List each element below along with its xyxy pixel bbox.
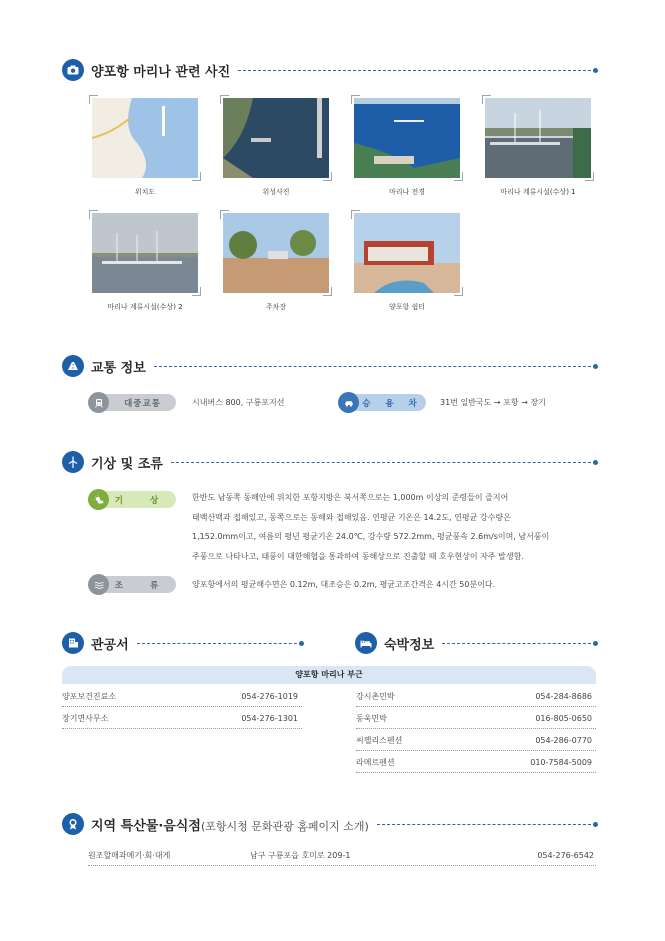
photo-caption: 마리나 계류시설(수상) 1 — [500, 188, 576, 196]
camera-icon — [62, 59, 84, 81]
divider — [238, 70, 596, 71]
lodging-name: 동욱민박 — [356, 713, 387, 723]
building-icon — [62, 632, 84, 654]
photo-location-map — [89, 95, 201, 197]
climate-label: 기 상 — [114, 495, 171, 506]
train-icon — [88, 392, 109, 413]
lodging-title: 숙박정보 — [384, 637, 435, 653]
photo-marina-view — [351, 95, 463, 197]
office-row — [62, 686, 302, 707]
traffic-title: 교통 정보 — [91, 360, 146, 376]
climate-line: 한반도 남동쪽 동해안에 위치한 포항지방은 북서쪽으로는 1,000m 이상의 준령들이 즐지어 — [192, 493, 509, 502]
photo-rest-area — [351, 210, 463, 312]
photo-caption: 위치도 — [134, 188, 156, 196]
photo-caption: 주차장 — [265, 303, 287, 311]
lodging-phone: 016-805-0650 — [535, 713, 592, 723]
lodging-row — [356, 708, 596, 729]
car-icon — [338, 392, 359, 413]
climate-line: 1,152.0mm이고, 여름의 평년 평균기온 24.0℃, 강수량 572.2mm, 평균풍속 2.6m/s이며, 남서풍이 — [192, 532, 550, 541]
public-transport-label: 대중교통 — [124, 398, 161, 409]
weather-title: 기상 및 조류 — [91, 456, 163, 472]
car-label: 승 용 차 — [362, 398, 423, 409]
lodging-name: 라메르펜션 — [356, 757, 395, 767]
photo-caption: 마리나 계류시설(수상) 2 — [107, 303, 183, 311]
climate-line: 태백산맥과 접해있고, 동쪽으로는 동해와 접해있음. 연평균 기온은 14.2도, 연평균 강수량은 — [192, 512, 511, 522]
sun-cloud-icon — [88, 489, 109, 510]
lodging-row — [356, 686, 596, 707]
lodging-row — [356, 730, 596, 751]
tide-label: 조 류 — [114, 580, 171, 591]
divider — [171, 462, 596, 463]
car-text: 31번 일반국도 → 포항 → 장기 — [440, 398, 546, 407]
office-section-header — [62, 632, 302, 654]
office-title: 관공서 — [91, 637, 129, 653]
photo-mooring-2 — [89, 210, 201, 312]
lodging-phone: 010-7584-5009 — [530, 757, 592, 767]
car-badge — [340, 394, 426, 411]
tide-badge — [90, 576, 176, 593]
specialty-section-header — [62, 813, 596, 835]
divider — [377, 824, 596, 825]
specialty-name: 원조할매과메기·회·대게 — [88, 850, 171, 860]
photo-caption: 마리나 전경 — [388, 188, 426, 196]
specialty-address: 남구 구룡포읍 호미로 209-1 — [250, 850, 351, 860]
divider — [137, 643, 302, 644]
nearby-band: 양포항 마리나 부근 — [62, 666, 596, 684]
lodging-row — [356, 752, 596, 773]
lodging-section-header — [355, 632, 596, 654]
bed-icon — [355, 632, 377, 654]
public-transport-badge — [90, 394, 176, 411]
medal-icon — [62, 813, 84, 835]
office-phone: 054-276-1301 — [241, 713, 298, 723]
specialty-title: 지역 특산물·음식점 — [91, 818, 201, 834]
photos-section-header — [62, 59, 596, 81]
photo-mooring-1 — [482, 95, 594, 197]
photos-title: 양포항 마리나 관련 사진 — [91, 64, 231, 80]
specialty-phone: 054-276-6542 — [537, 850, 594, 860]
specialty-subtitle: (포항시청 문화관광 홈페이지 소개) — [200, 819, 369, 833]
weather-section-header — [62, 451, 596, 473]
office-phone: 054-276-1019 — [241, 691, 298, 701]
office-name: 양포보건진료소 — [62, 691, 117, 701]
road-icon — [62, 355, 84, 377]
photo-satellite — [220, 95, 332, 197]
photo-parking — [220, 210, 332, 312]
lodging-phone: 054-284-8686 — [535, 691, 592, 701]
photo-caption: 위성사진 — [262, 188, 290, 196]
wind-turbine-icon — [62, 451, 84, 473]
office-name: 장기면사무소 — [62, 713, 109, 723]
specialty-row — [88, 845, 596, 866]
traffic-section-header — [62, 355, 596, 377]
lodging-name: 강시촌민박 — [356, 691, 395, 701]
climate-line: 주풍으로 나타나고, 태풍이 대한해협을 통과하여 동해상으로 진출할 때 호우현상이 자주 발생함. — [192, 551, 524, 561]
climate-badge — [90, 491, 176, 508]
photo-caption: 양포항 쉼터 — [388, 303, 426, 311]
specialty-title-wrap — [91, 815, 369, 834]
waves-icon — [88, 574, 109, 595]
tide-text: 양포항에서의 평균해수면은 0.12m, 대조승은 0.2m, 평균고조간격은 4시간 50분이다. — [192, 580, 496, 589]
climate-paragraph — [192, 488, 602, 566]
lodging-phone: 054-286-0770 — [535, 735, 592, 745]
divider — [154, 366, 596, 367]
office-row — [62, 708, 302, 729]
divider — [442, 643, 596, 644]
public-transport-text: 시내버스 800, 구룡포지선 — [192, 398, 285, 407]
lodging-name: 씨팰리스펜션 — [356, 735, 403, 745]
